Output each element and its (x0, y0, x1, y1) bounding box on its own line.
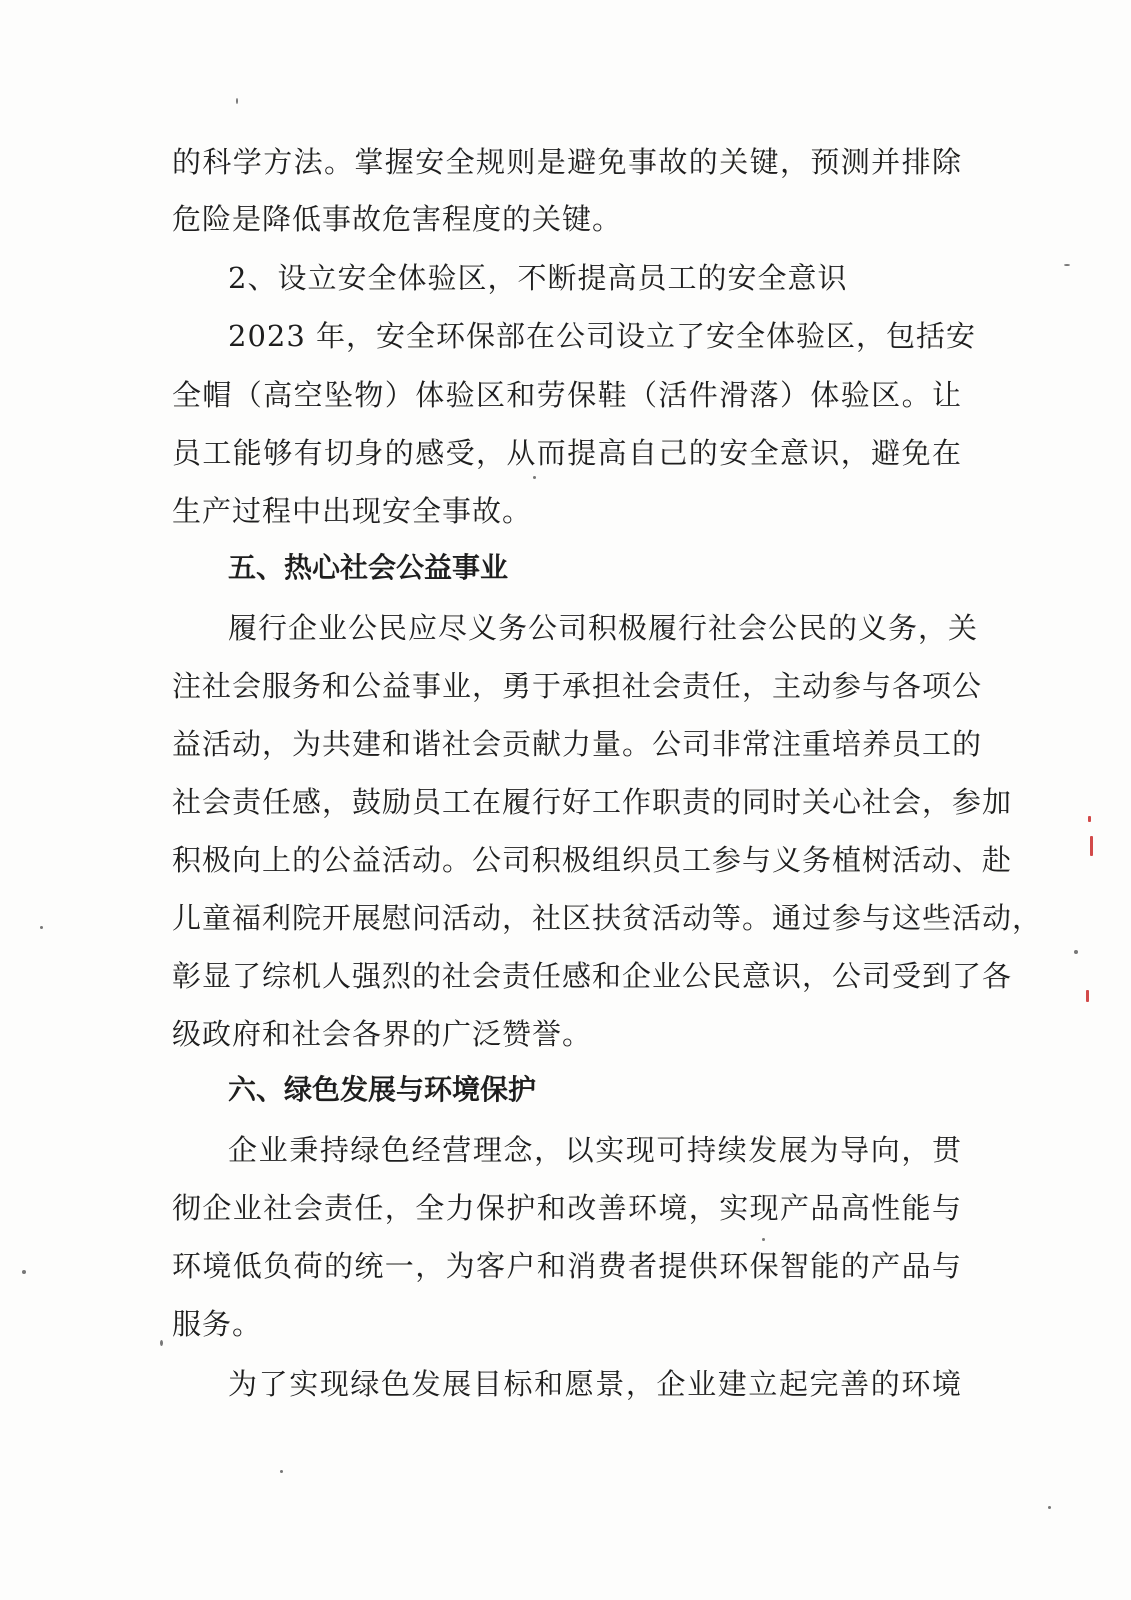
paragraph-line: 履行企业公民应尽义务公司积极履行社会公民的义务，关 (228, 611, 979, 645)
paragraph-line: 注社会服务和公益事业，勇于承担社会责任，主动参与各项公 (172, 669, 983, 703)
section-heading: 六、绿色发展与环境保护 (228, 1073, 537, 1106)
paragraph-line: 彰显了综机人强烈的社会责任感和企业公民意识，公司受到了各 (172, 959, 1013, 993)
paragraph-line: 的科学方法。掌握安全规则是避免事故的关键，预测并排除 (172, 145, 962, 179)
scan-speck (1048, 1506, 1051, 1509)
scan-speck (280, 1470, 283, 1473)
scan-speck (1064, 264, 1070, 266)
paragraph-line: 益活动，为共建和谐社会贡献力量。公司非常注重培养员工的 (172, 727, 983, 761)
paragraph-line: 环境低负荷的统一，为客户和消费者提供环保智能的产品与 (172, 1249, 962, 1283)
paragraph-line: 企业秉持绿色经营理念，以实现可持续发展为导向，贯 (228, 1133, 962, 1167)
paragraph-line: 儿童福利院开展慰问活动，社区扶贫活动等。通过参与这些活动， (172, 901, 1043, 935)
paragraph-line: 危险是降低事故危害程度的关键。 (172, 202, 623, 236)
scan-speck (1074, 950, 1078, 954)
red-stamp-fragment (1088, 816, 1091, 822)
scan-speck (236, 98, 238, 104)
paragraph-line: 员工能够有切身的感受，从而提高自己的安全意识，避免在 (172, 436, 962, 470)
scan-speck (762, 1238, 765, 1241)
paragraph-line: 生产过程中出现安全事故。 (172, 494, 533, 528)
paragraph-line: 为了实现绿色发展目标和愿景，企业建立起完善的环境 (228, 1367, 962, 1401)
scan-speck (160, 1340, 163, 1346)
paragraph-line: 全帽（高空坠物）体验区和劳保鞋（活件滑落）体验区。让 (172, 378, 962, 412)
red-stamp-fragment (1086, 990, 1089, 1002)
paragraph-line: 级政府和社会各界的广泛赞誉。 (172, 1017, 593, 1051)
paragraph-line: 2023 年，安全环保部在公司设立了安全体验区，包括安 (228, 319, 977, 353)
paragraph-line: 彻企业社会责任，全力保护和改善环境，实现产品高性能与 (172, 1191, 962, 1225)
red-stamp-fragment (1090, 836, 1093, 856)
scan-speck (533, 476, 536, 479)
paragraph-line: 社会责任感，鼓励员工在履行好工作职责的同时关心社会，参加 (172, 785, 1013, 819)
paragraph-line: 积极向上的公益活动。公司积极组织员工参与义务植树活动、赴 (172, 843, 1013, 877)
section-heading: 五、热心社会公益事业 (228, 551, 509, 584)
subsection-heading: 2、设立安全体验区，不断提高员工的安全意识 (228, 261, 848, 295)
scan-speck (40, 926, 43, 929)
paragraph-line: 服务。 (172, 1307, 263, 1341)
scan-speck (22, 1270, 26, 1274)
